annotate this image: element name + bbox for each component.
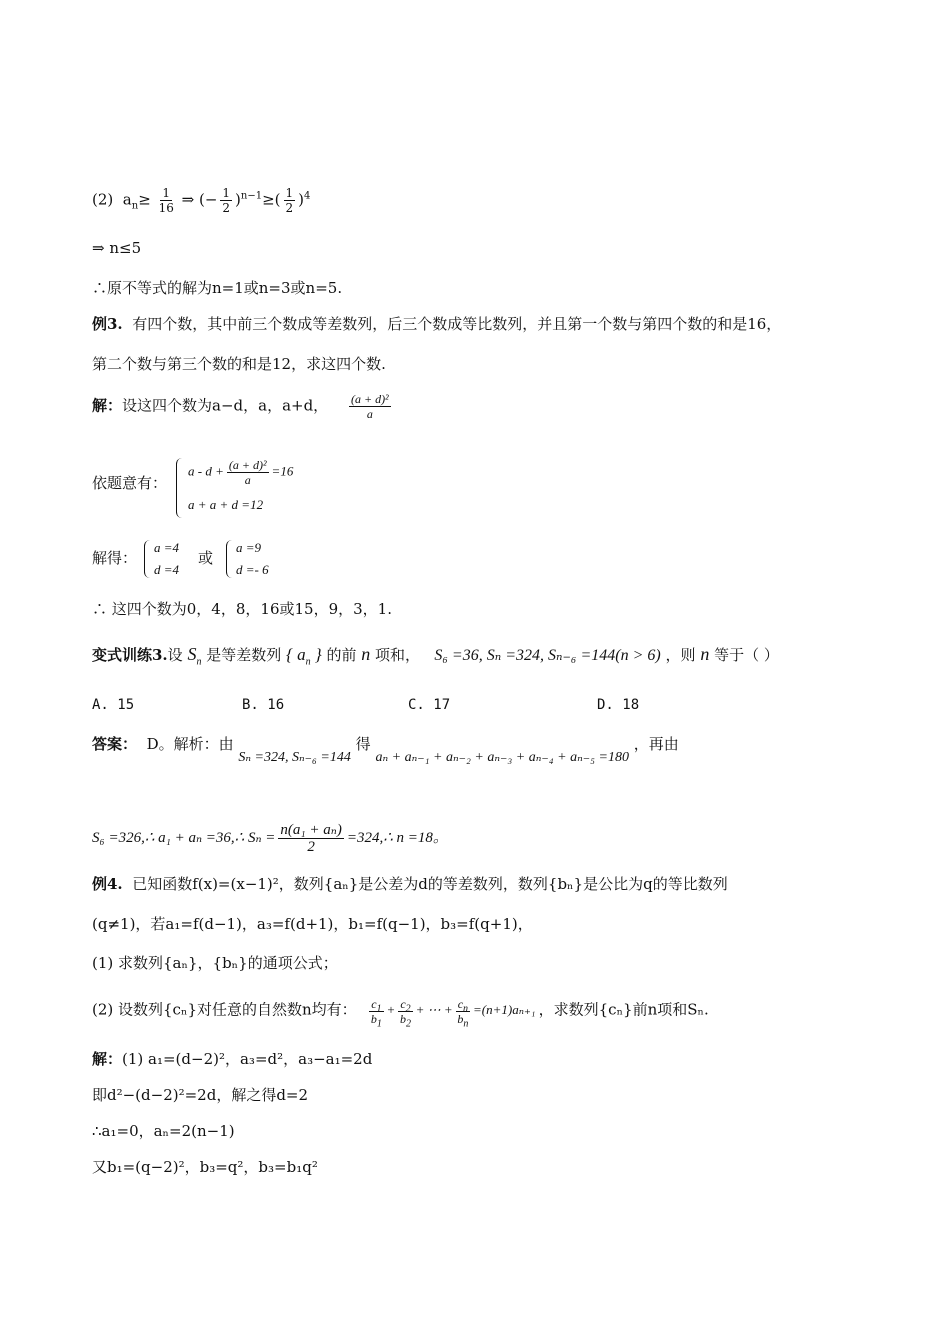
implication-line: ⇒ n≤5 — [92, 239, 142, 257]
left-brace — [176, 458, 182, 518]
or-word: 或 — [198, 549, 214, 567]
solution-2-d: d =- 6 — [236, 562, 269, 577]
solution-4-line1: 解：(1) a₁=(d−2)²，a₃=d²，a₃−a₁=2d — [92, 1050, 373, 1068]
solved-label: 解得： — [92, 549, 138, 567]
fraction-fourth-number: $\frac{\text{(a + d)²}}{a}$ — [350, 392, 389, 421]
answer-label: 答案： — [92, 735, 138, 753]
example-4-line2: (q≠1)，若a₁=f(d−1)，a₃=f(d+1)，b₁=f(q−1)，b₃=f(q+1)， — [92, 915, 533, 933]
solution-line: 解：设这四个数为a−d，a，a+d， $\frac{\text{(a + d)²}}{a}$ — [92, 392, 389, 421]
equation-row-1: a - d + $\frac{\text{(a + d)²}}{a}$ =16 — [188, 458, 294, 487]
fraction-1-16: $\frac{1}{16}$ — [158, 186, 174, 215]
equation-row-2: a + a + d =12 — [188, 497, 264, 512]
solution-label: 解： — [92, 1050, 123, 1068]
condition-label: 依题意有： — [92, 474, 168, 492]
answer-explanation: 答案： D。解析：由 Sₙ =324, Sₙ₋₆ =144 得 aₙ + aₙ₋₁ + aₙ₋₂ + aₙ₋₃ + aₙ₋₄ + aₙ₋₅ =180 ，再由 — [92, 735, 679, 765]
inequality-line: (2) $a_n\ge$ $\frac{1}{16}$ ⇒ (− $\frac{1}{2}$ )$^{n-1}$≥( $\frac{1}{2}$ )$^4$ — [92, 186, 311, 215]
example-label: 例4. — [92, 875, 123, 893]
left-brace — [144, 540, 150, 578]
solution-2-a: a =9 — [236, 540, 262, 555]
example-4-part1: (1) 求数列{aₙ}，{bₙ}的通项公式； — [92, 954, 338, 972]
example-3-line1: 例3. 有四个数，其中前三个数成等差数列，后三个数成等比数列，并且第一个数与第四个数的和是16， — [92, 315, 782, 333]
left-brace — [226, 540, 232, 578]
fraction-1-2-b: $\frac{1}{2}$ — [285, 186, 294, 215]
answer-line: ∴ 这四个数为0，4，8，16或15，9，3，1. — [92, 600, 392, 618]
option-a: A. 15 — [92, 697, 135, 713]
variant-label: 变式训练3. — [92, 646, 168, 664]
solution-statement: ∴原不等式的解为n=1或n=3或n=5. — [92, 279, 343, 297]
variant-3-line: 变式训练3.设 $S_n$ 是等差数列 { $a_n$ } 的前 n 项和， S₆ =36, Sₙ =324, Sₙ₋₆ =144(n > 6) ，则 n 等于（ ） — [92, 644, 779, 668]
example-4-part2: (2) 设数列{cₙ}对任意的自然数n均有： $\frac{c_1}{b_1}$ + $\frac{c_2}{b_2}$ + ⋯ + $\frac{c_n}{b_n}$ =(n+1)aₙ₊₁ ，求数列{cₙ}前n项和Sₙ. — [92, 997, 709, 1030]
answer-derivation: S₆ =326,∴ a₁ + aₙ =36,∴ Sₙ = $\frac{\text{n(a₁ + aₙ)}}{2}$ =324,∴ n =18。 — [92, 822, 448, 855]
given-formula: S₆ =36, Sₙ =324, Sₙ₋₆ =144(n > 6) — [434, 647, 661, 664]
option-d: D. 18 — [597, 697, 640, 713]
solution-4-line2: 即d²−(d−2)²=2d，解之得d=2 — [92, 1086, 309, 1104]
solution-4-line4: 又b₁=(q−2)²，b₃=q²，b₃=b₁q² — [92, 1158, 318, 1176]
fraction-1-2: $\frac{1}{2}$ — [222, 186, 231, 215]
solution-1-a: a =4 — [154, 540, 180, 555]
option-b: B. 16 — [242, 697, 285, 713]
item-label: (2) — [92, 190, 114, 209]
example-4-line1: 例4. 已知函数f(x)=(x−1)²，数列{aₙ}是公差为d的等差数列，数列{bₙ}是公比为q的等比数列 — [92, 875, 728, 893]
solution-label: 解： — [92, 396, 123, 415]
example-label: 例3. — [92, 315, 123, 333]
example-3-line2: 第二个数与第三个数的和是12，求这四个数. — [92, 355, 386, 373]
series-formula: $\frac{c_1}{b_1}$ + $\frac{c_2}{b_2}$ + ⋯ + $\frac{c_n}{b_n}$ =(n+1)aₙ₊₁ — [370, 997, 536, 1030]
option-c: C. 17 — [408, 697, 451, 713]
solution-1-d: d =4 — [154, 562, 180, 577]
solution-4-line3: ∴a₁=0，aₙ=2(n−1) — [92, 1122, 235, 1140]
